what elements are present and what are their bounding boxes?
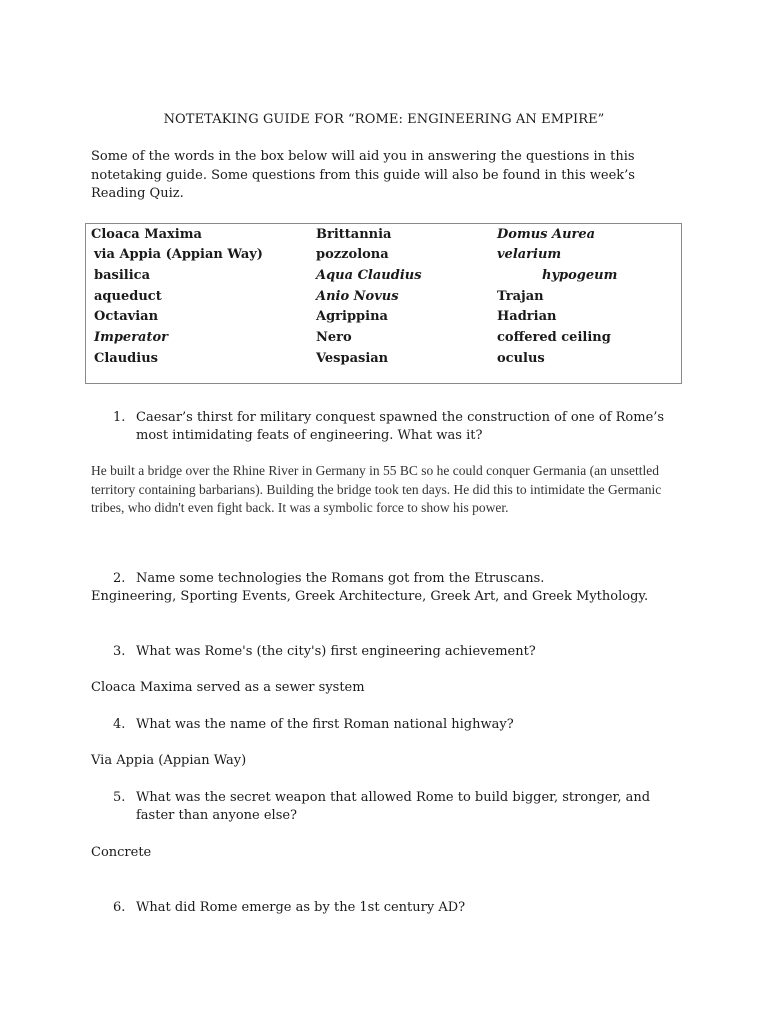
word-bank-term: Domus Aurea [497, 227, 596, 242]
word-bank-term: Hadrian [497, 309, 557, 324]
word-bank-box [85, 223, 682, 384]
question-number: 3. [113, 644, 126, 659]
answer-text: Cloaca Maxima served as a sewer system [91, 680, 365, 695]
word-bank-term: Brittannia [316, 227, 392, 242]
word-bank-term: Octavian [94, 309, 159, 324]
word-bank-term: Agrippina [316, 309, 388, 324]
question-number: 5. [113, 790, 126, 805]
word-bank-term: aqueduct [94, 289, 162, 304]
word-bank-term: coffered ceiling [497, 330, 611, 345]
intro-paragraph: Some of the words in the box below will aid you in answering the questions in this notetaking guide. Some questions from this guide will also be found in this week’s Reading Quiz. [91, 149, 635, 201]
word-bank-term: via Appia (Appian Way) [94, 247, 263, 262]
word-bank-term: oculus [497, 351, 545, 366]
question-text: What was Rome's (the city's) first engineering achievement? [136, 644, 536, 659]
answer-text: Via Appia (Appian Way) [91, 753, 247, 768]
question-text: What was the secret weapon that allowed Rome to build bigger, stronger, and faster than anyone else? [136, 790, 651, 823]
question-text: Caesar’s thirst for military conquest spawned the construction of one of Rome’s most intimidating feats of engineering. What was it? [136, 410, 665, 443]
word-bank-term: Nero [316, 330, 352, 345]
question-number: 2. [113, 571, 126, 586]
word-bank-term: Claudius [94, 351, 158, 366]
word-bank-term: Imperator [94, 330, 168, 345]
question-text: Name some technologies the Romans got from the Etruscans. [136, 571, 545, 586]
word-bank-term: Anio Novus [316, 289, 399, 304]
word-bank-term: Cloaca Maxima [91, 227, 202, 242]
word-bank-term: Aqua Claudius [316, 268, 422, 283]
question-number: 4. [113, 717, 126, 732]
word-bank-term: basilica [94, 268, 150, 283]
word-bank-term: Trajan [497, 289, 544, 304]
answer-text: Concrete [91, 845, 152, 860]
question-number: 6. [113, 900, 126, 915]
word-bank-term: hypogeum [542, 268, 618, 283]
word-bank-term: pozzolona [316, 247, 389, 262]
question-text: What was the name of the first Roman national highway? [136, 717, 514, 732]
document-title: NOTETAKING GUIDE FOR “ROME: ENGINEERING AN EMPIRE” [163, 112, 605, 127]
question-text: What did Rome emerge as by the 1st century AD? [136, 900, 466, 915]
word-bank-term: velarium [497, 247, 562, 262]
word-bank-term: Vespasian [316, 351, 389, 366]
answer-text: He built a bridge over the Rhine River in Germany in 55 BC so he could conquer Germania (an unsettled territory containing barbarians). Building the bridge took ten days. He did this to intimidate the Germanic tribes, who didn't even fight back. It was a symbolic force to show his power. [91, 463, 662, 515]
answer-text: Engineering, Sporting Events, Greek Architecture, Greek Art, and Greek Mythology. [91, 589, 649, 604]
question-number: 1. [113, 410, 126, 425]
